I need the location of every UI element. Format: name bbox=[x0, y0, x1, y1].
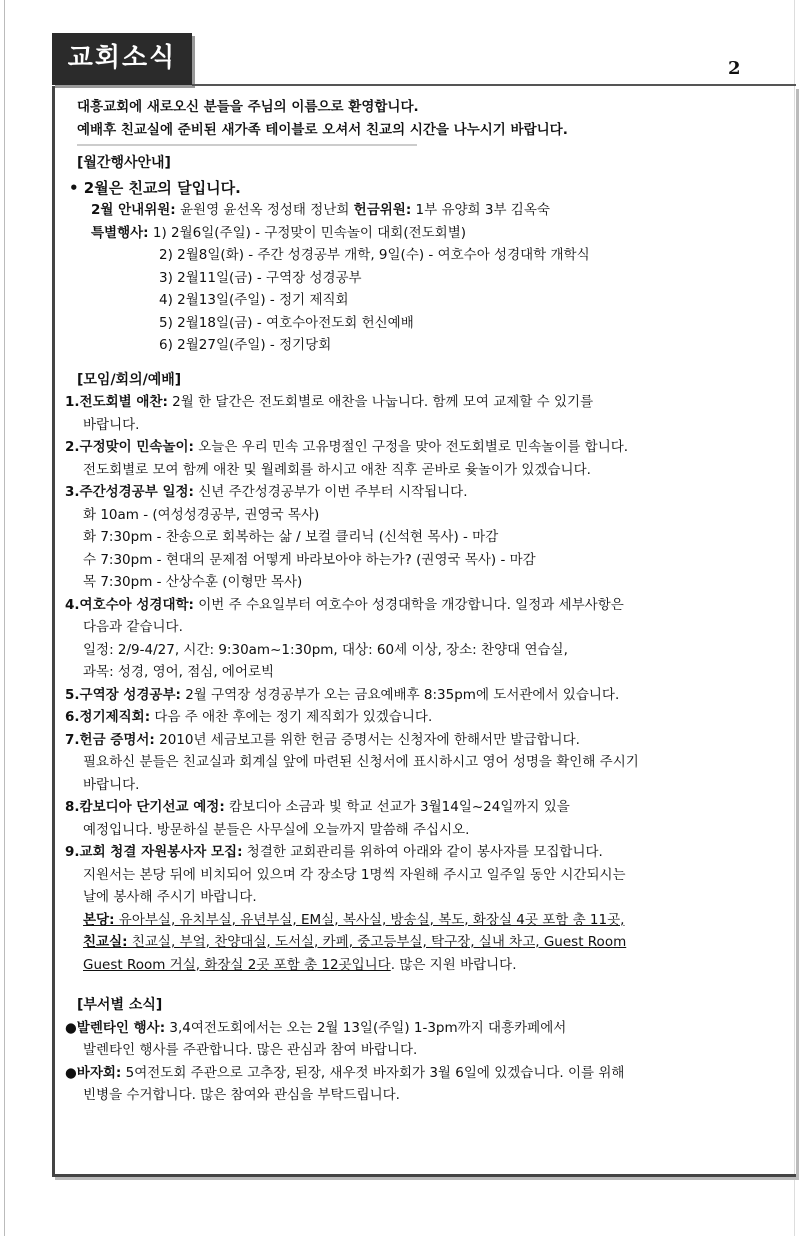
meeting-item-3 bbox=[65, 481, 790, 504]
section-title-meetings: [모임/회의/예배] bbox=[77, 371, 182, 388]
item-text: 캄보디아 소금과 빛 학교 선교가 3월14일~24일까지 있을 bbox=[224, 799, 570, 815]
department-item-1 bbox=[65, 1017, 790, 1040]
meeting-item-1 bbox=[65, 391, 790, 414]
item-label: 6.정기제직회: bbox=[65, 709, 151, 725]
item-continuation: 지원서는 본당 뒤에 비치되어 있으며 각 장소당 1명씩 자원해 주시고 일주일 동안 시간되시는 bbox=[83, 866, 626, 883]
item-continuation: 날에 봉사해 주시기 바랍니다. bbox=[83, 889, 257, 905]
item-continuation: 필요하신 분들은 친교실과 회계실 앞에 마련된 신청서에 표시하시고 영어 성명을 확인해 주시기 bbox=[83, 754, 639, 770]
guide-label: 2월 안내위원: bbox=[91, 202, 176, 218]
fellowship-label: 친교실: bbox=[83, 934, 128, 950]
meeting-item-8 bbox=[65, 796, 790, 819]
guide-line bbox=[65, 199, 790, 222]
item-label: 3.주간성경공부 일정: bbox=[65, 484, 194, 500]
item-label: 8.캄보디아 단기선교 예정: bbox=[65, 799, 225, 815]
item-label: 5.구역장 성경공부: bbox=[65, 686, 181, 703]
item-label: 7.헌금 증명서: bbox=[65, 731, 155, 748]
meeting-item-5 bbox=[65, 684, 790, 707]
header-banner bbox=[52, 33, 192, 85]
meeting-item-4 bbox=[65, 594, 790, 617]
item-text: 2월 구역장 성경공부가 오는 금요예배후 8:35pm에 도서관에서 있습니다. bbox=[180, 686, 620, 703]
special-first: 1) 2월6일(주일) - 구정맞이 민속놀이 대회(전도회별) bbox=[148, 224, 467, 241]
intro-line: 예배후 친교실에 준비된 새가족 테이블로 오셔서 친교의 시간을 나누시기 바랍니다. bbox=[77, 121, 568, 138]
page-title: 교회소식 bbox=[67, 43, 177, 73]
bondang-text: 유아부실, 유치부실, 유년부실, EM실, 복사실, 방송실, 복도, 화장실 4곳 포함 총 11곳, bbox=[114, 911, 625, 928]
intro-line: 대흥교회에 새로오신 분들을 주님의 이름으로 환영합니다. bbox=[77, 99, 419, 115]
item-text: 5여전도회 주관으로 고추장, 된장, 새우젓 바자회가 3월 6일에 있겠습니다. 이를 위해 bbox=[121, 1064, 625, 1081]
page-edge-left bbox=[4, 0, 5, 1236]
fellowship-tail: . 많은 지원 바랍니다. bbox=[390, 956, 517, 973]
fellowship-cont: Guest Room 거실, 화장실 2곳 포함 총 12곳입니다 bbox=[83, 956, 391, 973]
item-continuation: 과목: 성경, 영어, 점심, 에어로빅 bbox=[83, 664, 275, 680]
item-text: 이번 주 수요일부터 여호수아 성경대학을 개강합니다. 일정과 세부사항은 bbox=[193, 596, 624, 613]
item-text: 2010년 세금보고를 위한 헌금 증명서는 신청자에 한해서만 발급합니다. bbox=[154, 731, 580, 748]
special-event: 3) 2월11일(금) - 구역장 성경공부 bbox=[159, 269, 362, 286]
schedule-line: 화 10am - (여성성경공부, 권영국 목사) bbox=[83, 506, 320, 523]
item-label: ●바자회: bbox=[65, 1064, 122, 1081]
item-text: 청결한 교회관리를 위하여 아래와 같이 봉사자를 모집합니다. bbox=[242, 844, 603, 860]
meeting-item-9 bbox=[65, 841, 790, 864]
item-label: 9.교회 청결 자원봉사자 모집: bbox=[65, 844, 243, 860]
spacer bbox=[65, 357, 790, 363]
item-text: 다음 주 애찬 후에는 정기 제직회가 있겠습니다. bbox=[150, 709, 433, 725]
fellowship-areas bbox=[65, 931, 790, 954]
item-label: 4.여호수아 성경대학: bbox=[65, 596, 194, 613]
item-continuation: 바랍니다. bbox=[83, 776, 140, 793]
meeting-item-7 bbox=[65, 729, 790, 752]
item-text: 신년 주간성경공부가 이번 주부터 시작됩니다. bbox=[193, 484, 468, 500]
item-text: 2월 한 달간은 전도회별로 애찬을 나눕니다. 함께 모여 교제할 수 있기를 bbox=[167, 394, 594, 410]
special-event: 6) 2월27일(주일) - 정기당회 bbox=[159, 337, 332, 353]
schedule-line: 수 7:30pm - 현대의 문제점 어떻게 바라보아야 하는가? (권영국 목사) - 마감 bbox=[83, 551, 536, 568]
schedule-line: 목 7:30pm - 산상수훈 (이형만 목사) bbox=[83, 574, 303, 590]
item-text: 오늘은 우리 민속 고유명절인 구정을 맞아 전도회별로 민속놀이를 합니다. bbox=[193, 439, 629, 455]
item-continuation: 빈병을 수거합니다. 많은 참여와 관심을 부탁드립니다. bbox=[83, 1087, 400, 1103]
meeting-item-6 bbox=[65, 706, 790, 729]
item-continuation: 다음과 같습니다. bbox=[83, 619, 183, 635]
item-text: 3,4여전도회에서는 오는 2월 13일(주일) 1-3pm까지 대흥카페에서 bbox=[165, 1019, 567, 1036]
divider bbox=[77, 144, 417, 146]
item-continuation: 예정입니다. 방문하실 분들은 사무실에 오늘까지 말씀해 주십시오. bbox=[83, 821, 470, 838]
item-continuation: 발렌타인 행사를 주관합니다. 많은 관심과 참여 바랍니다. bbox=[83, 1042, 418, 1058]
schedule-line: 화 7:30pm - 찬송으로 회복하는 삶 / 보컬 클리닉 (신석현 목사) - 마감 bbox=[83, 529, 499, 545]
fellowship-continuation bbox=[65, 954, 790, 977]
item-continuation: 전도회별로 모여 함께 애찬 및 월례회를 하시고 애찬 직후 곧바로 윷놀이가 있겠습니다. bbox=[83, 461, 591, 478]
item-label: 1.전도회별 애찬: bbox=[65, 394, 168, 410]
special-event: 4) 2월13일(주일) - 정기 제직회 bbox=[159, 292, 349, 308]
item-label: 2.구정맞이 민속놀이: bbox=[65, 439, 194, 455]
guide-text: 윤원영 윤선옥 정성태 정난희 bbox=[175, 202, 354, 218]
spacer bbox=[65, 976, 790, 988]
bulletin-content bbox=[65, 96, 790, 1107]
item-continuation: 일정: 2/9-4/27, 시간: 9:30am~1:30pm, 대상: 60세 이상, 장소: 찬양대 연습실, bbox=[83, 641, 568, 658]
meeting-item-2 bbox=[65, 436, 790, 459]
monthly-headline: • 2월은 친교의 달입니다. bbox=[69, 178, 241, 197]
bondang-areas bbox=[65, 909, 790, 932]
section-title-monthly: [월간행사안내] bbox=[77, 155, 171, 171]
offering-text: 1부 유양희 3부 김옥숙 bbox=[411, 202, 550, 218]
item-continuation: 바랍니다. bbox=[83, 416, 140, 433]
section-title-departments: [부서별 소식] bbox=[77, 997, 163, 1013]
offering-label: 헌금위원: bbox=[353, 202, 412, 218]
fellowship-text: 친교실, 부엌, 찬양대실, 도서실, 카페, 중고등부실, 탁구장, 실내 차고, Guest Room bbox=[127, 934, 627, 950]
special-event: 2) 2월8일(화) - 주간 성경공부 개학, 9일(수) - 여호수아 성경대학 개학식 bbox=[159, 247, 590, 263]
bondang-label: 본당: bbox=[83, 911, 115, 928]
department-item-2 bbox=[65, 1062, 790, 1085]
page-number: 2 bbox=[728, 58, 741, 79]
item-label: ●발렌타인 행사: bbox=[65, 1019, 166, 1036]
special-events-line bbox=[65, 222, 790, 245]
special-event: 5) 2월18일(금) - 여호수아전도회 헌신예배 bbox=[159, 314, 414, 331]
special-label: 특별행사: bbox=[91, 224, 149, 241]
